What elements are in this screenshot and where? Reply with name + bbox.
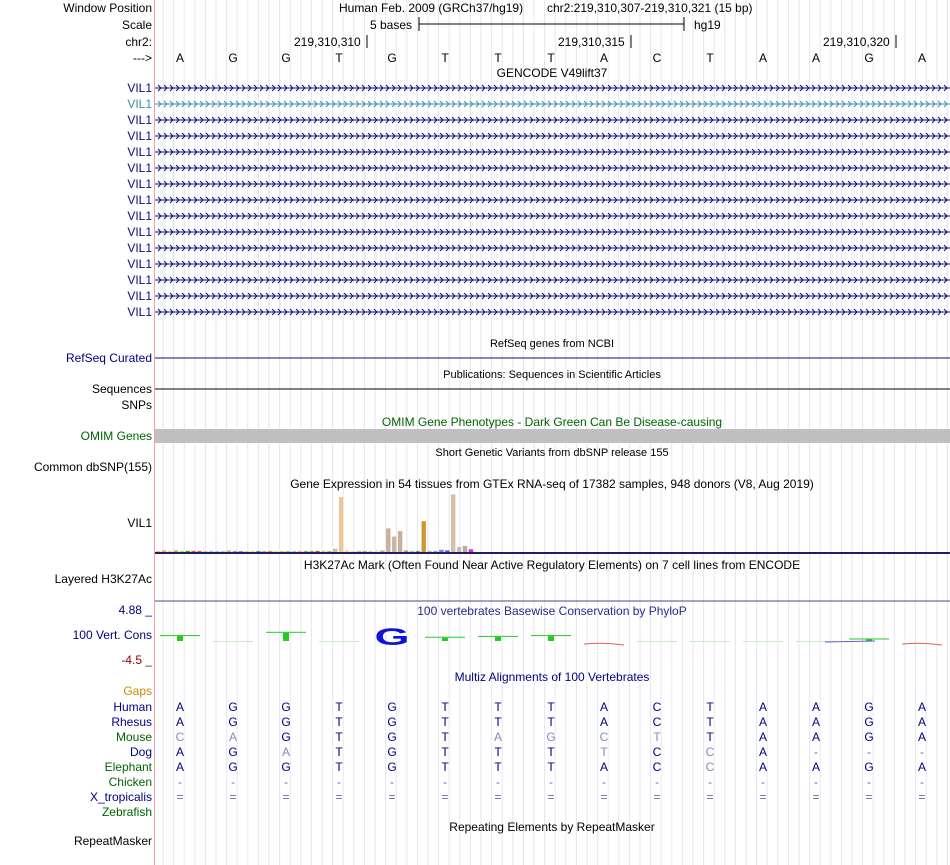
gencode-transcript xyxy=(155,197,950,203)
alignment-base: T xyxy=(600,745,608,759)
species-label: X_tropicalis xyxy=(89,790,152,804)
alignment-base: A xyxy=(811,760,821,774)
gtex-bar xyxy=(304,551,308,552)
alignment-base: G xyxy=(281,730,291,744)
alignment-base: C xyxy=(175,730,185,744)
alignment-base: T xyxy=(335,760,343,774)
gtex-bar xyxy=(451,494,455,552)
alignment-base: = xyxy=(229,790,237,804)
phylop-mark xyxy=(213,641,253,642)
gtex-bar xyxy=(445,550,449,552)
gtex-bar xyxy=(427,551,431,552)
alignment-base: - xyxy=(231,775,235,789)
refseq-title: RefSeq genes from NCBI xyxy=(489,338,615,350)
gtex-bar xyxy=(180,551,184,552)
alignment-base: - xyxy=(602,775,606,789)
alignment-base: T xyxy=(441,700,449,714)
gtex-bar xyxy=(386,528,390,552)
alignment-base: - xyxy=(814,775,818,789)
cons-track-label[interactable]: 100 Vert. Cons xyxy=(72,628,152,642)
alignment-base: - xyxy=(867,745,871,759)
gtex-bar xyxy=(410,551,414,552)
alignment-base: T xyxy=(653,730,661,744)
omim-track-label[interactable]: OMIM Genes xyxy=(80,429,152,443)
alignment-base: A xyxy=(811,730,821,744)
gtex-bar xyxy=(245,551,249,552)
gtex-track-label[interactable]: VIL1 xyxy=(127,516,152,530)
repeatmasker-title: Repeating Elements by RepeatMasker xyxy=(449,820,655,834)
gtex-bar xyxy=(457,547,461,552)
alignment-base: = xyxy=(494,790,502,804)
gencode-row-label[interactable]: VIL1 xyxy=(127,97,152,111)
gtex-bar xyxy=(168,551,172,552)
gtex-bar xyxy=(433,551,437,552)
gaps-label: Gaps xyxy=(123,684,152,698)
alignment-base: C xyxy=(599,730,609,744)
base-letter: T xyxy=(494,51,502,65)
phylop-mark xyxy=(266,632,306,633)
alignment-base: - xyxy=(761,775,765,789)
gencode-row-label[interactable]: VIL1 xyxy=(127,193,152,207)
gtex-bar xyxy=(221,551,225,552)
base-letter: A xyxy=(758,51,768,65)
species-label: Human xyxy=(113,700,152,714)
gtex-bar xyxy=(298,551,302,552)
gtex-bar xyxy=(292,551,296,552)
gtex-bar xyxy=(215,551,219,552)
dbsnp-track-label[interactable]: Common dbSNP(155) xyxy=(33,460,152,474)
alignment-base: A xyxy=(175,760,185,774)
gtex-bar xyxy=(321,551,325,552)
gtex-bar xyxy=(463,546,467,552)
alignment-base: A xyxy=(175,715,185,729)
gtex-bar xyxy=(398,531,402,552)
species-label: Chicken xyxy=(108,775,152,789)
gencode-transcript xyxy=(155,277,950,283)
phylop-mark xyxy=(743,641,783,642)
alignment-base: = xyxy=(176,790,184,804)
alignment-base: A xyxy=(599,760,609,774)
alignment-base: = xyxy=(282,790,290,804)
species-label: Mouse xyxy=(115,730,152,744)
gtex-bar xyxy=(256,551,260,552)
alignment-base: = xyxy=(600,790,608,804)
gencode-row-label[interactable]: VIL1 xyxy=(127,161,152,175)
gtex-bar xyxy=(186,551,190,552)
phylop-mark xyxy=(319,641,359,642)
alignment-base: A xyxy=(175,700,185,714)
gencode-row-label[interactable]: VIL1 xyxy=(127,241,152,255)
alignment-base: A xyxy=(175,745,185,759)
alignment-base: A xyxy=(811,700,821,714)
alignment-base: A xyxy=(758,760,768,774)
phylop-mark xyxy=(283,633,289,641)
tick-label: 219,310,320 xyxy=(823,35,890,49)
h3k27ac-track-label[interactable]: Layered H3K27Ac xyxy=(54,572,152,586)
alignment-base: = xyxy=(918,790,926,804)
gtex-bar xyxy=(357,551,361,552)
gencode-row-label[interactable]: VIL1 xyxy=(127,257,152,271)
alignment-base: T xyxy=(706,715,714,729)
alignment-base: G xyxy=(281,715,291,729)
gencode-row-label[interactable]: VIL1 xyxy=(127,273,152,287)
refseq-track-label[interactable]: RefSeq Curated xyxy=(65,351,152,365)
alignment-base: - xyxy=(443,775,447,789)
alignment-base: T xyxy=(547,745,555,759)
gtex-bar xyxy=(309,551,313,552)
gencode-transcript xyxy=(155,309,950,315)
alignment-base: A xyxy=(917,715,927,729)
gtex-bar-chart xyxy=(156,494,473,552)
alignment-base: G xyxy=(228,760,238,774)
snps-track-label[interactable]: SNPs xyxy=(121,398,152,412)
alignment-base: = xyxy=(865,790,873,804)
gencode-row-label[interactable]: VIL1 xyxy=(127,305,152,319)
phylop-mark xyxy=(690,641,730,642)
gtex-bar xyxy=(374,550,378,552)
alignment-base: A xyxy=(917,760,927,774)
base-letter: A xyxy=(175,51,185,65)
gtex-bar xyxy=(339,497,343,552)
alignment-base: T xyxy=(441,760,449,774)
alignment-base: G xyxy=(864,730,874,744)
gtex-bar xyxy=(439,550,443,552)
gtex-bar xyxy=(363,551,367,552)
track-labels xyxy=(0,0,154,865)
alignment-base: G xyxy=(387,715,397,729)
alignment-base: T xyxy=(706,700,714,714)
window-position[interactable]: chr2:219,310,307-219,310,321 (15 bp) xyxy=(547,1,753,15)
gtex-bar xyxy=(203,551,207,552)
gtex-bar xyxy=(250,551,254,552)
alignment-base: A xyxy=(228,730,238,744)
alignment-base: G xyxy=(864,700,874,714)
gencode-transcript xyxy=(155,117,950,123)
alignment-base: = xyxy=(441,790,449,804)
alignment-base: - xyxy=(814,745,818,759)
alignment-base: C xyxy=(652,715,662,729)
alignment-base: = xyxy=(706,790,714,804)
scale-label: Scale xyxy=(121,18,152,32)
scale-bar xyxy=(419,17,684,31)
alignment-base: T xyxy=(547,700,555,714)
gtex-bar xyxy=(239,551,243,552)
phylop-mark xyxy=(849,639,889,640)
alignment-base: G xyxy=(281,700,291,714)
gtex-bar xyxy=(156,551,160,552)
alignment-base: A xyxy=(281,745,291,759)
base-letter: G xyxy=(281,51,291,65)
alignment-base: A xyxy=(917,730,927,744)
gtex-bar xyxy=(274,551,278,552)
phylop-mark xyxy=(160,635,200,636)
gencode-transcript xyxy=(155,85,950,91)
repeatmasker-track-label[interactable]: RepeatMasker xyxy=(73,834,152,848)
alignment-base: - xyxy=(920,745,924,759)
phylop-track xyxy=(160,623,942,650)
gtex-bar xyxy=(404,550,408,552)
gencode-transcript xyxy=(155,101,950,107)
alignment-base: C xyxy=(705,760,715,774)
alignment-base: G xyxy=(281,760,291,774)
phylop-logo-letter: G xyxy=(374,623,410,651)
scale-bar-label: 5 bases xyxy=(370,18,413,32)
gtex-bar xyxy=(469,549,473,552)
alignment-base: A xyxy=(493,730,503,744)
gtex-bar xyxy=(327,551,331,552)
h3k27ac-title: H3K27Ac Mark (Often Found Near Active Regulatory Elements) on 7 cell lines from ENCODE xyxy=(303,558,801,572)
coordinate-ticks xyxy=(367,35,896,48)
alignment-base: T xyxy=(335,745,343,759)
base-letter: C xyxy=(652,51,662,65)
alignment-base: G xyxy=(387,745,397,759)
gtex-bar xyxy=(209,551,213,552)
alignment-base: T xyxy=(547,715,555,729)
dbsnp-title: Short Genetic Variants from dbSNP release 155 xyxy=(435,447,669,459)
gencode-row-label[interactable]: VIL1 xyxy=(127,129,152,143)
alignment-base: = xyxy=(812,790,820,804)
gtex-bar xyxy=(197,551,201,552)
track-area xyxy=(155,0,950,865)
gencode-row-label[interactable]: VIL1 xyxy=(127,113,152,127)
gencode-transcript xyxy=(155,213,950,219)
assembly-name: Human Feb. 2009 (GRCh37/hg19) xyxy=(339,1,524,15)
alignment-base: C xyxy=(705,745,715,759)
gencode-transcript xyxy=(155,181,950,187)
gencode-transcript xyxy=(155,229,950,235)
alignment-base: T xyxy=(494,700,502,714)
gtex-bar xyxy=(416,551,420,552)
alignment-base: T xyxy=(494,760,502,774)
phylop-mark xyxy=(177,636,183,641)
phylop-mark xyxy=(478,636,518,637)
alignment-base: A xyxy=(811,715,821,729)
alignment-base: G xyxy=(864,715,874,729)
gencode-row-label[interactable]: VIL1 xyxy=(127,289,152,303)
alignment-base: = xyxy=(759,790,767,804)
gtex-bar xyxy=(422,521,426,552)
alignment-base: = xyxy=(653,790,661,804)
base-letter: T xyxy=(706,51,714,65)
alignment-base: A xyxy=(758,715,768,729)
alignment-base: = xyxy=(547,790,555,804)
alignment-base: T xyxy=(335,730,343,744)
gencode-transcript xyxy=(155,133,950,139)
alignment-base: T xyxy=(706,730,714,744)
base-letter: G xyxy=(864,51,874,65)
alignment-base: = xyxy=(335,790,343,804)
gencode-row-label[interactable]: VIL1 xyxy=(127,145,152,159)
phylop-mark xyxy=(531,635,571,636)
gencode-row-label[interactable]: VIL1 xyxy=(127,81,152,95)
gtex-bar xyxy=(174,550,178,552)
gencode-title: GENCODE V49lift37 xyxy=(496,66,608,80)
alignment-base: G xyxy=(228,745,238,759)
alignment-base: - xyxy=(496,775,500,789)
base-letter: A xyxy=(917,51,927,65)
alignment-base: G xyxy=(228,700,238,714)
alignment-base: T xyxy=(335,715,343,729)
alignment-base: - xyxy=(549,775,553,789)
alignment-base: G xyxy=(228,715,238,729)
alignment-base: G xyxy=(387,700,397,714)
alignment-base: T xyxy=(547,760,555,774)
gencode-transcript xyxy=(155,149,950,155)
alignment-base: G xyxy=(546,730,556,744)
cons-max-label: 4.88 _ xyxy=(118,603,152,617)
alignment-base: = xyxy=(388,790,396,804)
alignment-base: T xyxy=(441,715,449,729)
gtex-bar xyxy=(162,550,166,552)
alignment-base: - xyxy=(390,775,394,789)
gtex-bar xyxy=(368,551,372,552)
alignment-base: - xyxy=(920,775,924,789)
alignment-base: T xyxy=(494,745,502,759)
omim-feature xyxy=(155,429,950,443)
species-label: Elephant xyxy=(104,760,152,774)
phylop-mark xyxy=(548,636,554,641)
gtex-bar xyxy=(280,551,284,552)
gencode-row-label[interactable]: VIL1 xyxy=(127,209,152,223)
gtex-title: Gene Expression in 54 tissues from GTEx RNA-seq of 17382 samples, 948 donors (V8, Aug 2019) xyxy=(290,477,814,491)
phylop-mark xyxy=(584,643,624,645)
tick-label: 219,310,315 xyxy=(558,35,625,49)
alignment-base: G xyxy=(387,760,397,774)
gtex-bar xyxy=(262,551,266,552)
phylop-mark xyxy=(637,641,677,642)
alignment-base: A xyxy=(758,745,768,759)
base-letter: A xyxy=(811,51,821,65)
gtex-bar xyxy=(351,551,355,552)
base-letter: G xyxy=(228,51,238,65)
alignment-base: A xyxy=(599,700,609,714)
cons-min-label: -4.5 _ xyxy=(121,653,152,667)
alignment-base: A xyxy=(917,700,927,714)
phylop-mark xyxy=(902,643,942,645)
alignment-base: A xyxy=(599,715,609,729)
alignment-base: - xyxy=(655,775,659,789)
window-position-label: Window Position xyxy=(63,1,152,15)
phylop-mark xyxy=(495,637,501,641)
alignment-base: - xyxy=(708,775,712,789)
tick-label: 219,310,310 xyxy=(294,35,361,49)
alignment-base: T xyxy=(335,700,343,714)
gencode-transcript xyxy=(155,293,950,299)
base-letter: T xyxy=(335,51,343,65)
db-label: hg19 xyxy=(694,18,721,32)
gtex-bar xyxy=(345,550,349,552)
alignment-base: C xyxy=(652,760,662,774)
base-letter: T xyxy=(441,51,449,65)
chrom-label: chr2: xyxy=(125,35,152,49)
gencode-transcript xyxy=(155,245,950,251)
multiz-title: Multiz Alignments of 100 Vertebrates xyxy=(454,670,650,684)
species-label: Rhesus xyxy=(111,715,152,729)
gtex-bar xyxy=(233,551,237,552)
phylop-title: 100 vertebrates Basewise Conservation by PhyloP xyxy=(417,604,687,618)
alignment-base: T xyxy=(441,730,449,744)
gtex-bar xyxy=(333,549,337,552)
gencode-transcript xyxy=(155,261,950,267)
gtex-bar xyxy=(286,551,290,552)
species-label: Zebrafish xyxy=(101,805,152,819)
alignment-base: A xyxy=(758,700,768,714)
alignment-base: G xyxy=(864,760,874,774)
gencode-transcript xyxy=(155,165,950,171)
alignment-base: T xyxy=(441,745,449,759)
alignment-base: - xyxy=(337,775,341,789)
phylop-mark xyxy=(442,638,448,641)
gencode-row-label[interactable]: VIL1 xyxy=(127,225,152,239)
strand-label: ---> xyxy=(133,51,152,65)
base-letter: A xyxy=(599,51,609,65)
gtex-bar xyxy=(392,537,396,552)
publications-title: Publications: Sequences in Scientific Articles xyxy=(443,369,661,381)
base-letter: G xyxy=(387,51,397,65)
alignment-base: A xyxy=(758,730,768,744)
gencode-row-label[interactable]: VIL1 xyxy=(127,177,152,191)
base-letter: T xyxy=(547,51,555,65)
species-label: Dog xyxy=(129,745,152,759)
alignment-base: C xyxy=(652,745,662,759)
gtex-bar xyxy=(268,551,272,552)
gtex-bar xyxy=(227,550,231,552)
gtex-bar xyxy=(191,551,195,552)
alignment-base: - xyxy=(867,775,871,789)
alignment-base: G xyxy=(387,730,397,744)
alignment-base: - xyxy=(284,775,288,789)
gencode-transcripts xyxy=(155,85,950,315)
gtex-bar xyxy=(380,550,384,552)
phylop-mark xyxy=(425,637,465,638)
gtex-bar xyxy=(315,551,319,552)
omim-title: OMIM Gene Phenotypes - Dark Green Can Be Disease-causing xyxy=(381,415,723,429)
sequences-track-label[interactable]: Sequences xyxy=(91,382,152,396)
alignment-base: - xyxy=(178,775,182,789)
alignment-base: T xyxy=(494,715,502,729)
alignment-base: C xyxy=(652,700,662,714)
